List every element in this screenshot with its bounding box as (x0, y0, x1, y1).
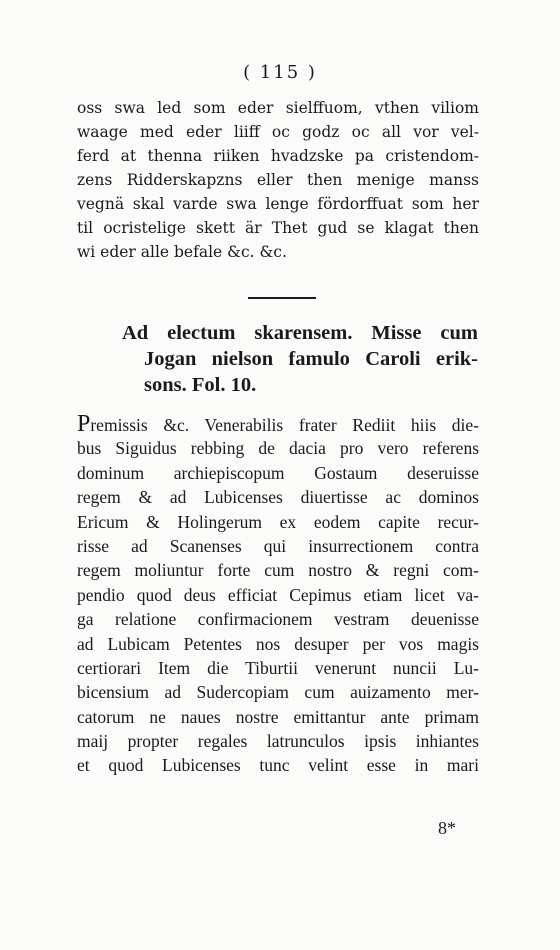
text-line: waage med eder liiff oc godz oc all vor vel- (77, 123, 479, 141)
text-line-first (77, 412, 479, 436)
text-line: oss swa led som eder sielffuom, vthen viliom (77, 99, 479, 117)
text-line: ga relatione confirmacionem vestram deuenisse (77, 609, 479, 630)
text-line: et quod Lubicenses tunc velint esse in mari (77, 755, 479, 776)
text-line: til ocristelige skett är Thet gud se klagat then (77, 219, 479, 237)
letter-heading (122, 320, 478, 398)
initial-letter: P (77, 411, 91, 437)
text-line: ad Lubicam Petentes nos desuper per vos magis (77, 633, 479, 654)
page-number: ( 115 ) (243, 62, 317, 83)
signature-mark: 8* (438, 818, 456, 838)
text-line: Ericum & Holingerum ex eodem capite recur- (77, 511, 479, 532)
heading-line: Jogan nielson famulo Caroli erik- (144, 348, 478, 370)
text-line: catorum ne naues nostre emittantur ante primam (77, 706, 479, 727)
text-line: risse ad Scanenses qui insurrectionem contra (77, 535, 479, 556)
text-line: vegnä skal varde swa lenge fördorffuat som her (77, 195, 479, 213)
text-line: regem & ad Lubicenses diuertisse ac dominos (77, 487, 479, 508)
text-line: ferd at thenna riiken hvadzske pa cristendom- (77, 147, 479, 165)
text-line: wi eder alle befale &c. &c. (77, 243, 287, 261)
text-line: regem moliuntur forte cum nostro & regni com- (77, 560, 479, 581)
first-line-text: remissis &c. Venerabilis frater Rediit hiis die- (90, 415, 479, 435)
section-divider (248, 297, 316, 299)
text-line: zens Ridderskapzns eller then menige manss (77, 171, 479, 189)
text-line: maij propter regales latrunculos ipsis inhiantes (77, 731, 479, 752)
text-line: bicensium ad Sudercopiam cum auizamento mer- (77, 682, 479, 703)
text-line: pendio quod deus efficiat Cepimus etiam licet va- (77, 584, 479, 605)
heading-line: Ad electum skarensem. Misse cum (122, 322, 478, 344)
closing-paragraph (77, 96, 479, 264)
letter-body (77, 412, 479, 778)
text-line: certiorari Item die Tiburtii venerunt nuncii Lu- (77, 657, 479, 678)
text-line: dominum archiepiscopum Gostaum deseruisse (77, 462, 479, 483)
text-line: bus Siguidus rebbing de dacia pro vero referens (77, 438, 479, 459)
heading-line: sons. Fol. 10. (144, 374, 257, 396)
